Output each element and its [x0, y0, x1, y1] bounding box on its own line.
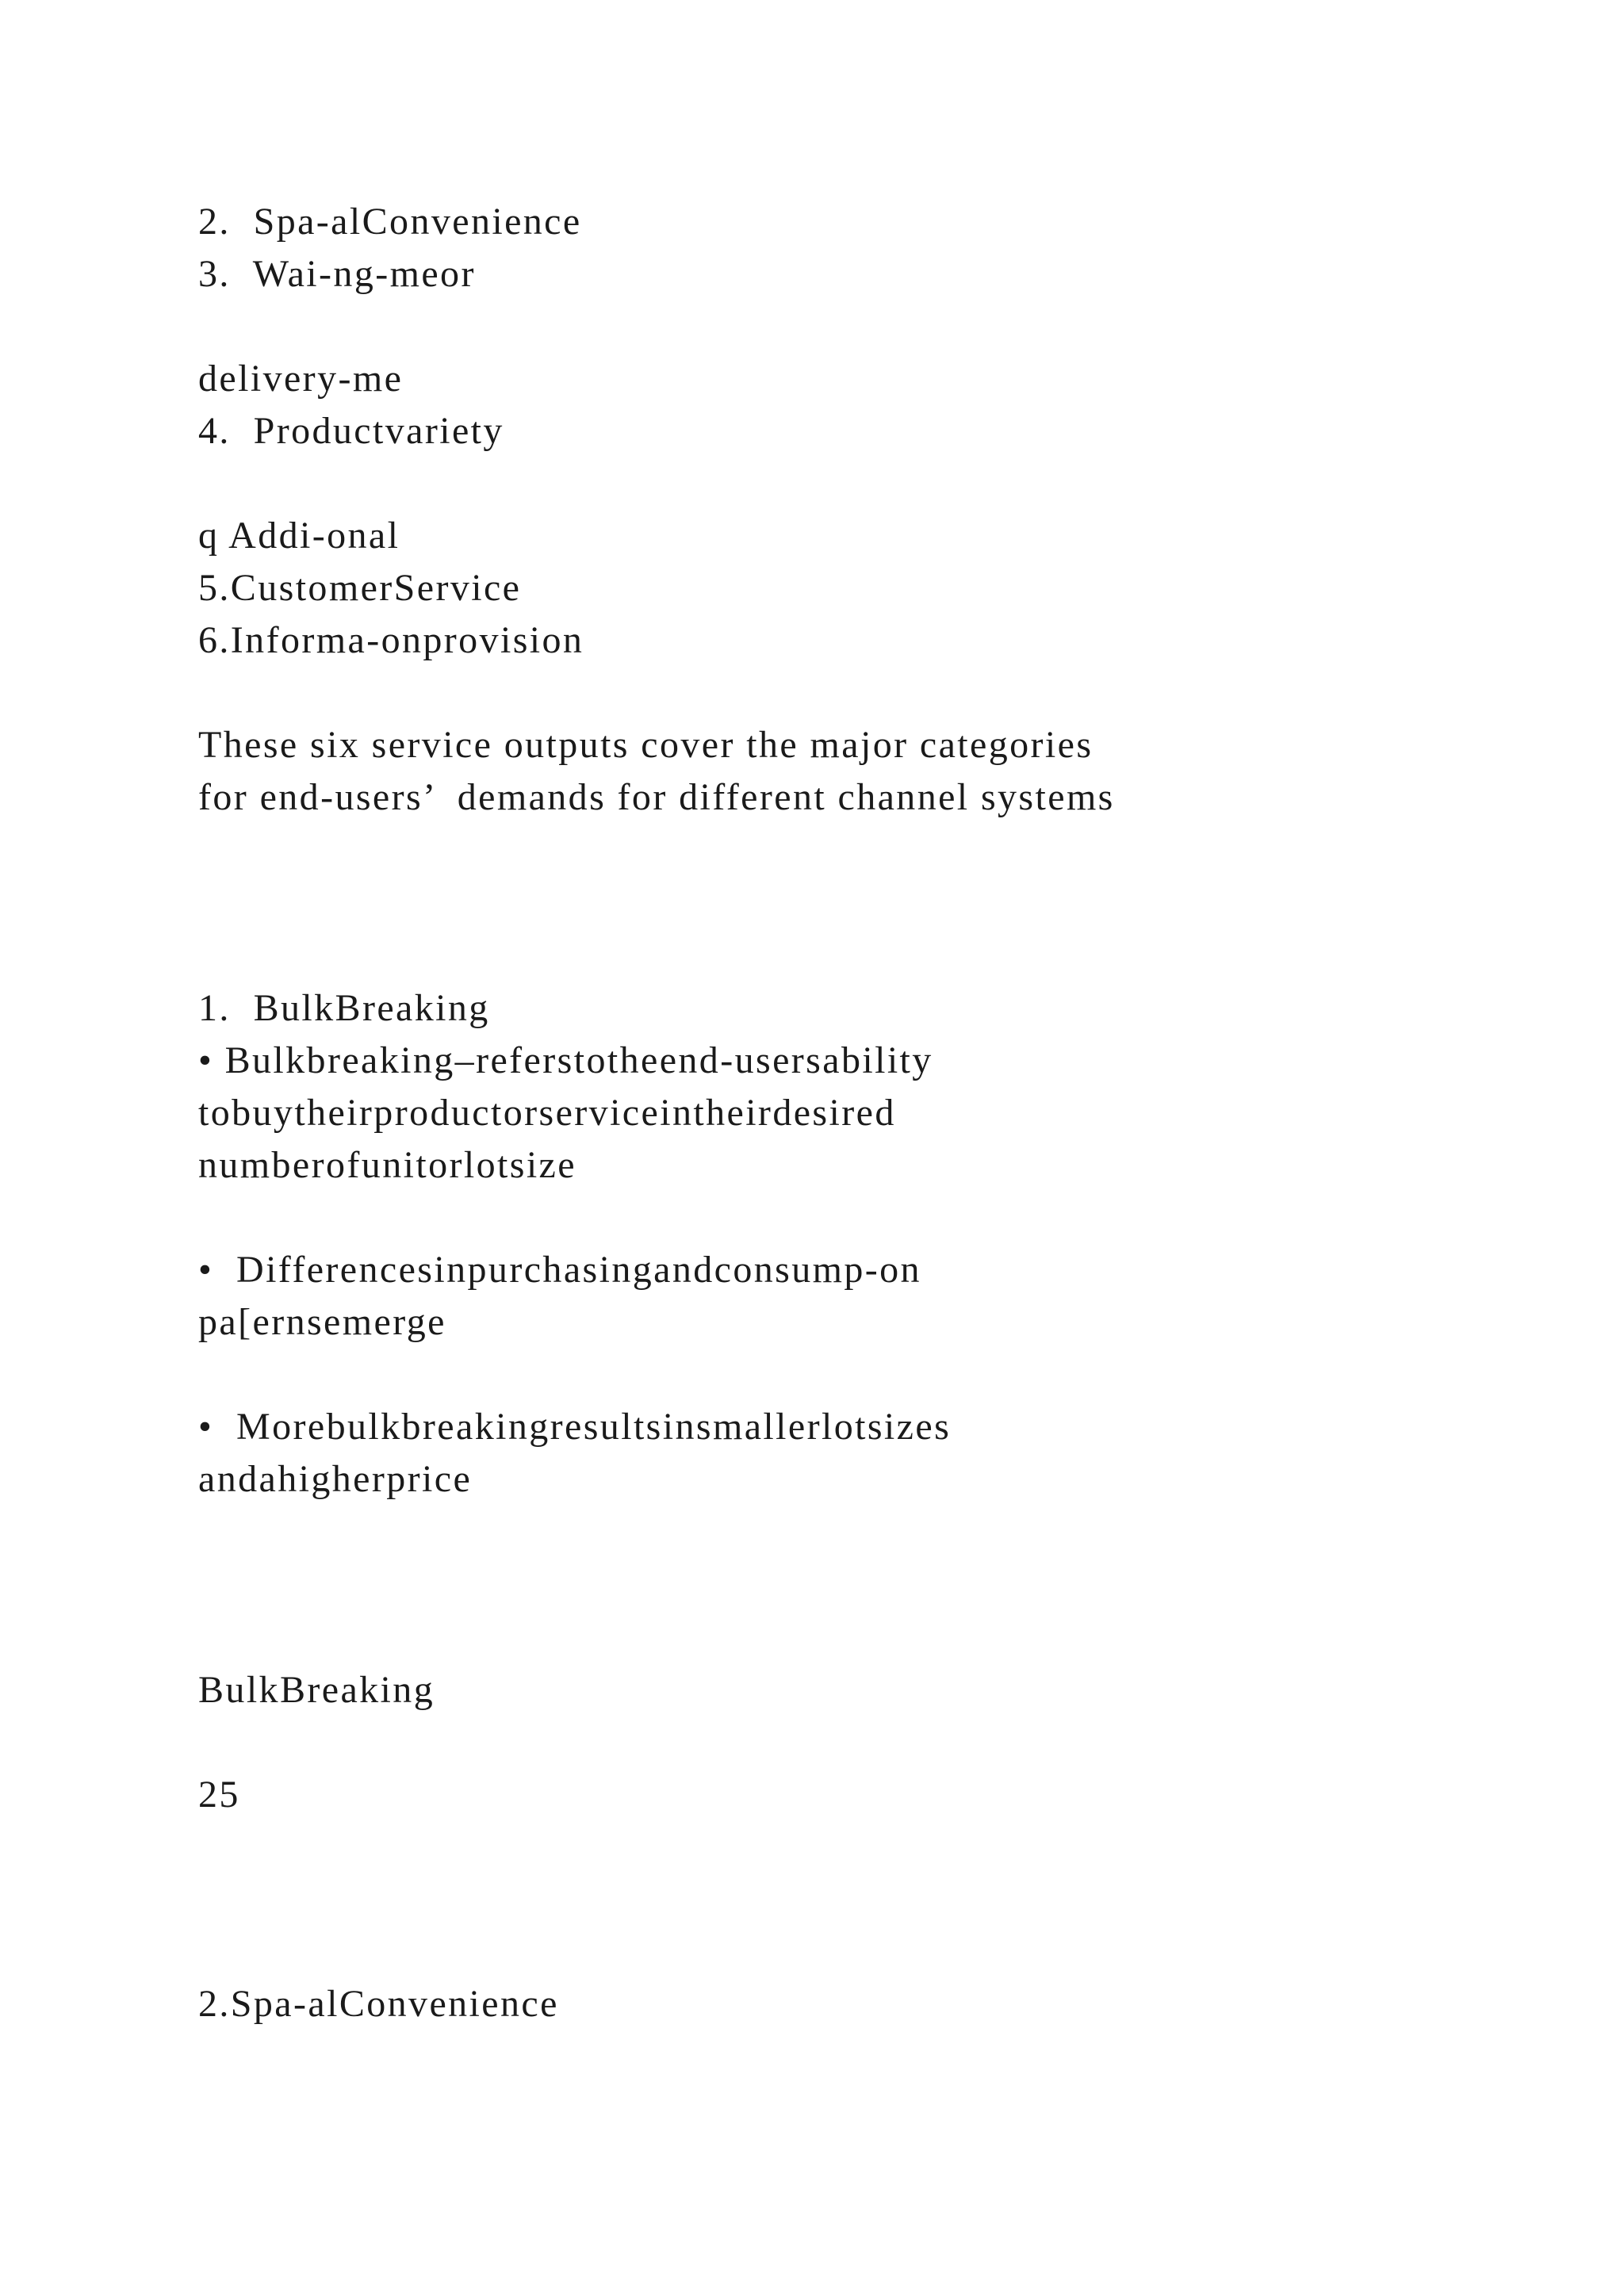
text-line: numberofunitorlotsize	[198, 1144, 576, 1186]
paragraph-line: These six service outputs cover the major categories	[198, 724, 1094, 766]
bullet-line: • Morebulkbreakingresultsinsmallerlotsizes	[198, 1406, 952, 1448]
section-heading-bulk-breaking: 1. BulkBreaking	[198, 987, 490, 1029]
bullet-line: • Bulkbreaking–referstotheend-usersability	[198, 1039, 933, 1081]
list-item-information-provision: 6.Informa-onprovision	[198, 619, 584, 661]
section-heading-spatial-convenience: 2.Spa-alConvenience	[198, 1983, 559, 2025]
slide-title: BulkBreaking	[198, 1669, 435, 1711]
list-item-product-variety: 4. Productvariety	[198, 410, 504, 452]
paragraph-line: for end-users’ demands for different channel systems	[198, 776, 1115, 818]
list-item-waiting-time: 3. Wai-ng-meor	[198, 253, 476, 295]
text-line: tobuytheirproductorserviceintheirdesired	[198, 1092, 896, 1134]
list-item-customer-service: 5.CustomerService	[198, 567, 522, 609]
list-item-spatial-convenience: 2. Spa-alConvenience	[198, 201, 582, 243]
text-line: pa[ernsemerge	[198, 1301, 446, 1343]
slide-number: 25	[198, 1774, 240, 1816]
text-line: andahigherprice	[198, 1458, 473, 1500]
bullet-line: • Differencesinpurchasingandconsump-on	[198, 1249, 921, 1291]
text-line-additional: q Addi-onal	[198, 515, 400, 557]
text-line-delivery-time: delivery-me	[198, 358, 404, 400]
